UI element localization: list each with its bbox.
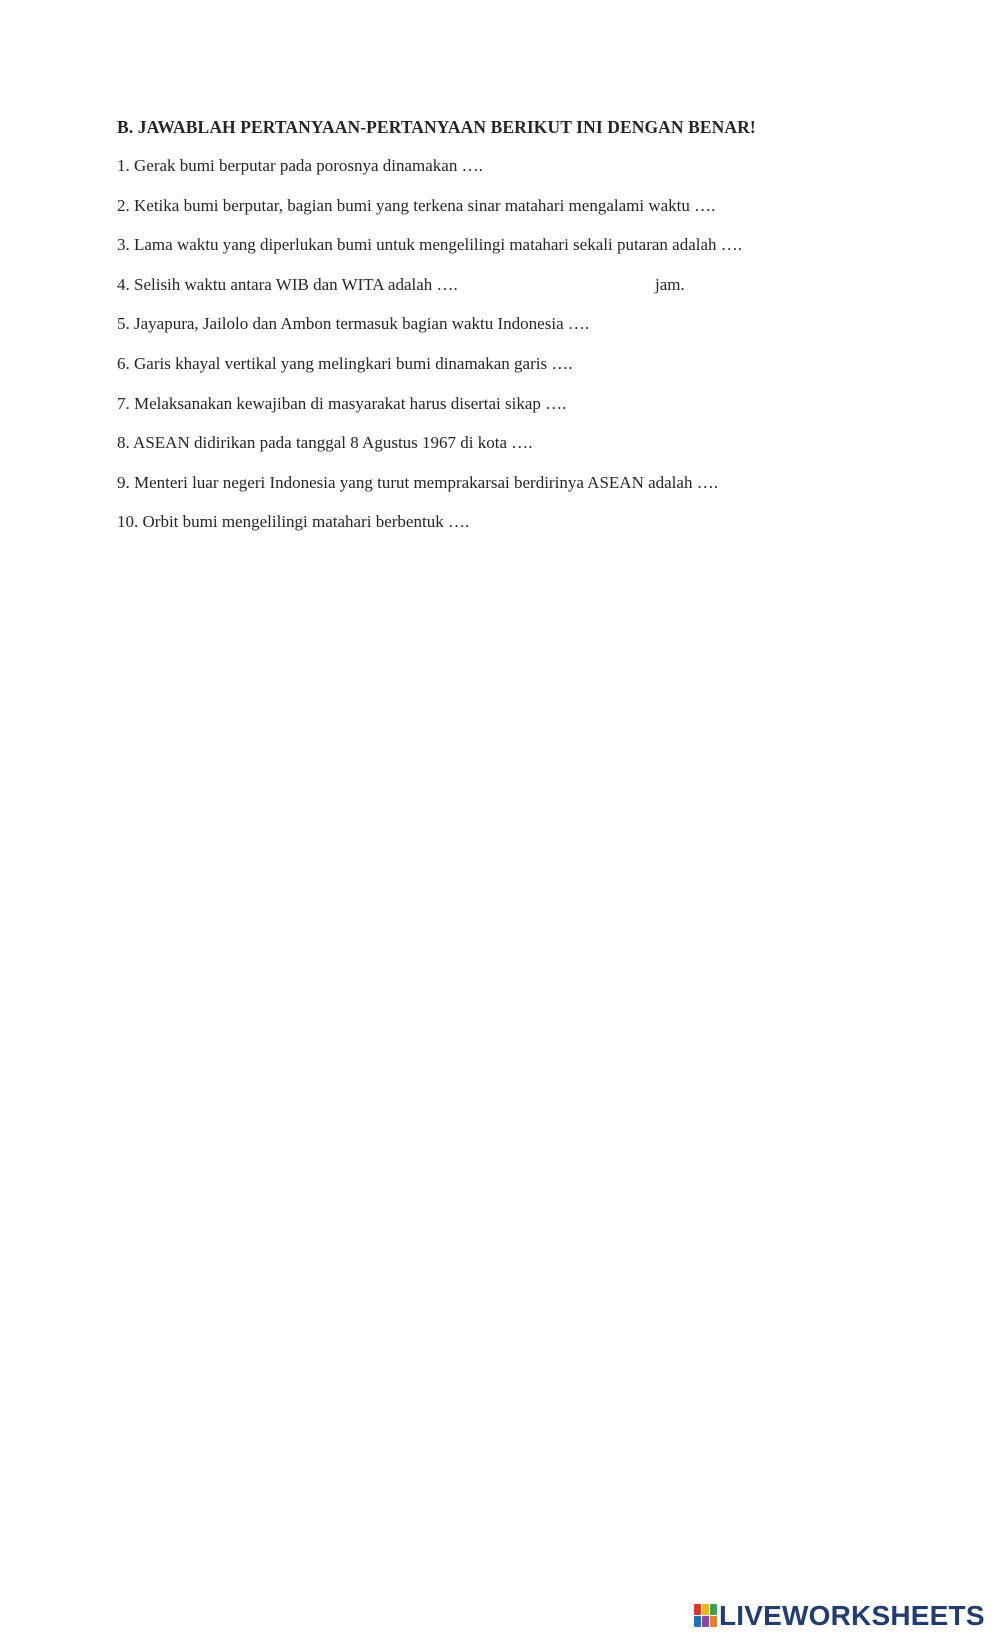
question-2 bbox=[117, 195, 937, 217]
question-text: 9. Menteri luar negeri Indonesia yang turut memprakarsai berdirinya ASEAN adalah …. bbox=[117, 472, 718, 492]
question-suffix: jam. bbox=[655, 274, 685, 294]
question-9 bbox=[117, 472, 937, 494]
question-10 bbox=[117, 511, 937, 533]
question-1 bbox=[117, 155, 937, 177]
logo-tile bbox=[710, 1616, 717, 1627]
question-text: 3. Lama waktu yang diperlukan bumi untuk mengelilingi matahari sekali putaran adalah …. bbox=[117, 235, 743, 255]
question-6 bbox=[117, 353, 937, 375]
worksheet-heading: B. JAWABLAH PERTANYAAN-PERTANYAAN BERIKUT INI DENGAN BENAR! bbox=[117, 117, 756, 137]
question-text: 5. Jayapura, Jailolo dan Ambon termasuk bagian waktu Indonesia …. bbox=[117, 314, 590, 334]
question-text: 7. Melaksanakan kewajiban di masyarakat harus disertai sikap …. bbox=[117, 393, 567, 413]
question-4 bbox=[117, 274, 937, 296]
question-5 bbox=[117, 313, 937, 335]
question-text: 2. Ketika bumi berputar, bagian bumi yang terkena sinar matahari mengalami waktu …. bbox=[117, 195, 716, 215]
brand-text: LIVEWORKSHEETS bbox=[719, 1600, 985, 1631]
logo-tile bbox=[694, 1604, 701, 1615]
question-7 bbox=[117, 393, 937, 415]
question-3 bbox=[117, 234, 937, 256]
liveworksheets-brand bbox=[694, 1601, 985, 1631]
question-8 bbox=[117, 432, 937, 454]
logo-tile bbox=[702, 1616, 709, 1627]
logo-tile bbox=[710, 1604, 717, 1615]
question-text: 4. Selisih waktu antara WIB dan WITA adalah …. bbox=[117, 274, 458, 294]
logo-tile bbox=[702, 1604, 709, 1615]
question-text: 6. Garis khayal vertikal yang melingkari bumi dinamakan garis …. bbox=[117, 353, 573, 373]
question-text: 1. Gerak bumi berputar pada porosnya dinamakan …. bbox=[117, 156, 483, 175]
liveworksheets-logo-icon bbox=[694, 1604, 716, 1628]
logo-tile bbox=[694, 1616, 701, 1627]
worksheet bbox=[117, 116, 937, 551]
question-text: 8. ASEAN didirikan pada tanggal 8 Agustus 1967 di kota …. bbox=[117, 433, 533, 453]
question-text: 10. Orbit bumi mengelilingi matahari berbentuk …. bbox=[117, 512, 470, 532]
